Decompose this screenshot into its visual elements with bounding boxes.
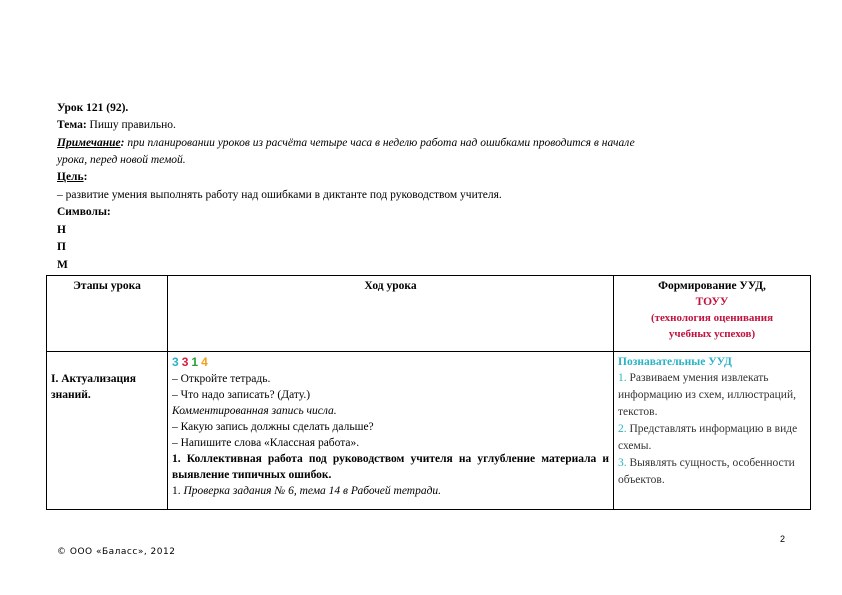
table-header-row xyxy=(47,276,811,352)
table-row xyxy=(47,352,811,510)
note-label: Примечание xyxy=(57,137,121,149)
note-text-1: при планировании уроков из расчёта четыре часа в неделю работа над ошибками проводится в начале xyxy=(124,137,635,149)
uud-item-number: 3. xyxy=(618,457,627,469)
symbol-p: П xyxy=(57,241,66,253)
symbol-m: М xyxy=(57,259,68,271)
uud-item-text: Развиваем умения извлекать информацию из схем, иллюстраций, текстов. xyxy=(618,372,796,418)
uud-item-number: 1. xyxy=(618,372,627,384)
copyright-footer: © ООО «Баласс», 2012 xyxy=(57,547,176,557)
uud-title: Познавательные УУД xyxy=(618,356,732,368)
note-line-2: урока, перед новой темой. xyxy=(57,154,186,166)
uud-header-line2: ТОУУ xyxy=(695,296,729,308)
col-header-lesson-flow: Ход урока xyxy=(168,276,614,352)
flow-line: – Какую запись должны сделать дальше? xyxy=(172,421,374,433)
uud-item-number: 2. xyxy=(618,423,627,435)
lesson-number: Урок 121 (92). xyxy=(57,102,129,114)
task-heading: 1. Коллективная работа под руководством учителя на углубление материала и выявление типичных ошибок. xyxy=(172,453,609,481)
flow-line: – Откройте тетрадь. xyxy=(172,373,271,385)
uud-item xyxy=(618,455,806,489)
check-number: 1. xyxy=(172,485,184,497)
lesson-flow-cell xyxy=(168,352,614,510)
stage-cell xyxy=(47,352,168,510)
symbol-numbers xyxy=(172,354,609,371)
uud-header-line1: Формирование УУД, xyxy=(658,280,766,292)
page-number: 2 xyxy=(780,534,786,544)
topic-value: Пишу правильно. xyxy=(86,119,176,131)
number-badge: 4 xyxy=(201,355,208,369)
uud-header-line4: учебных успехов) xyxy=(668,328,756,340)
topic-label: Тема: xyxy=(57,119,87,131)
flow-line: Комментированная запись числа. xyxy=(172,405,337,417)
lesson-table xyxy=(46,275,811,510)
flow-line: – Напишите слова «Классная работа». xyxy=(172,437,360,449)
number-badge: 3 xyxy=(181,355,189,369)
flow-line: – Что надо записать? (Дату.) xyxy=(172,389,311,401)
note-colon: : xyxy=(120,137,125,149)
goal-line xyxy=(57,170,87,184)
goal-colon: : xyxy=(83,171,88,183)
check-line xyxy=(172,483,609,499)
stage-label: I. Актуализация знаний. xyxy=(51,373,137,401)
col-header-uud xyxy=(614,276,811,352)
number-badge: 3 xyxy=(172,355,179,369)
goal-label: Цель xyxy=(57,171,84,183)
uud-item xyxy=(618,421,806,455)
uud-cell xyxy=(614,352,811,510)
uud-header-line3: (технология оценивания xyxy=(650,312,774,324)
topic-line xyxy=(57,118,176,132)
goal-item: – развитие умения выполнять работу над ошибками в диктанте под руководством учителя. xyxy=(57,189,502,201)
check-text: Проверка задания № 6, тема 14 в Рабочей тетради. xyxy=(183,485,442,497)
note-line-1 xyxy=(57,136,635,150)
uud-item-text: Представлять информацию в виде схемы. xyxy=(618,423,798,452)
number-badge: 1 xyxy=(191,355,199,369)
symbol-n: Н xyxy=(57,224,66,236)
symbols-label: Символы: xyxy=(57,206,111,218)
col-header-stages: Этапы урока xyxy=(47,276,168,352)
uud-item xyxy=(618,370,806,421)
uud-item-text: Выявлять сущность, особенности объектов. xyxy=(618,457,795,486)
